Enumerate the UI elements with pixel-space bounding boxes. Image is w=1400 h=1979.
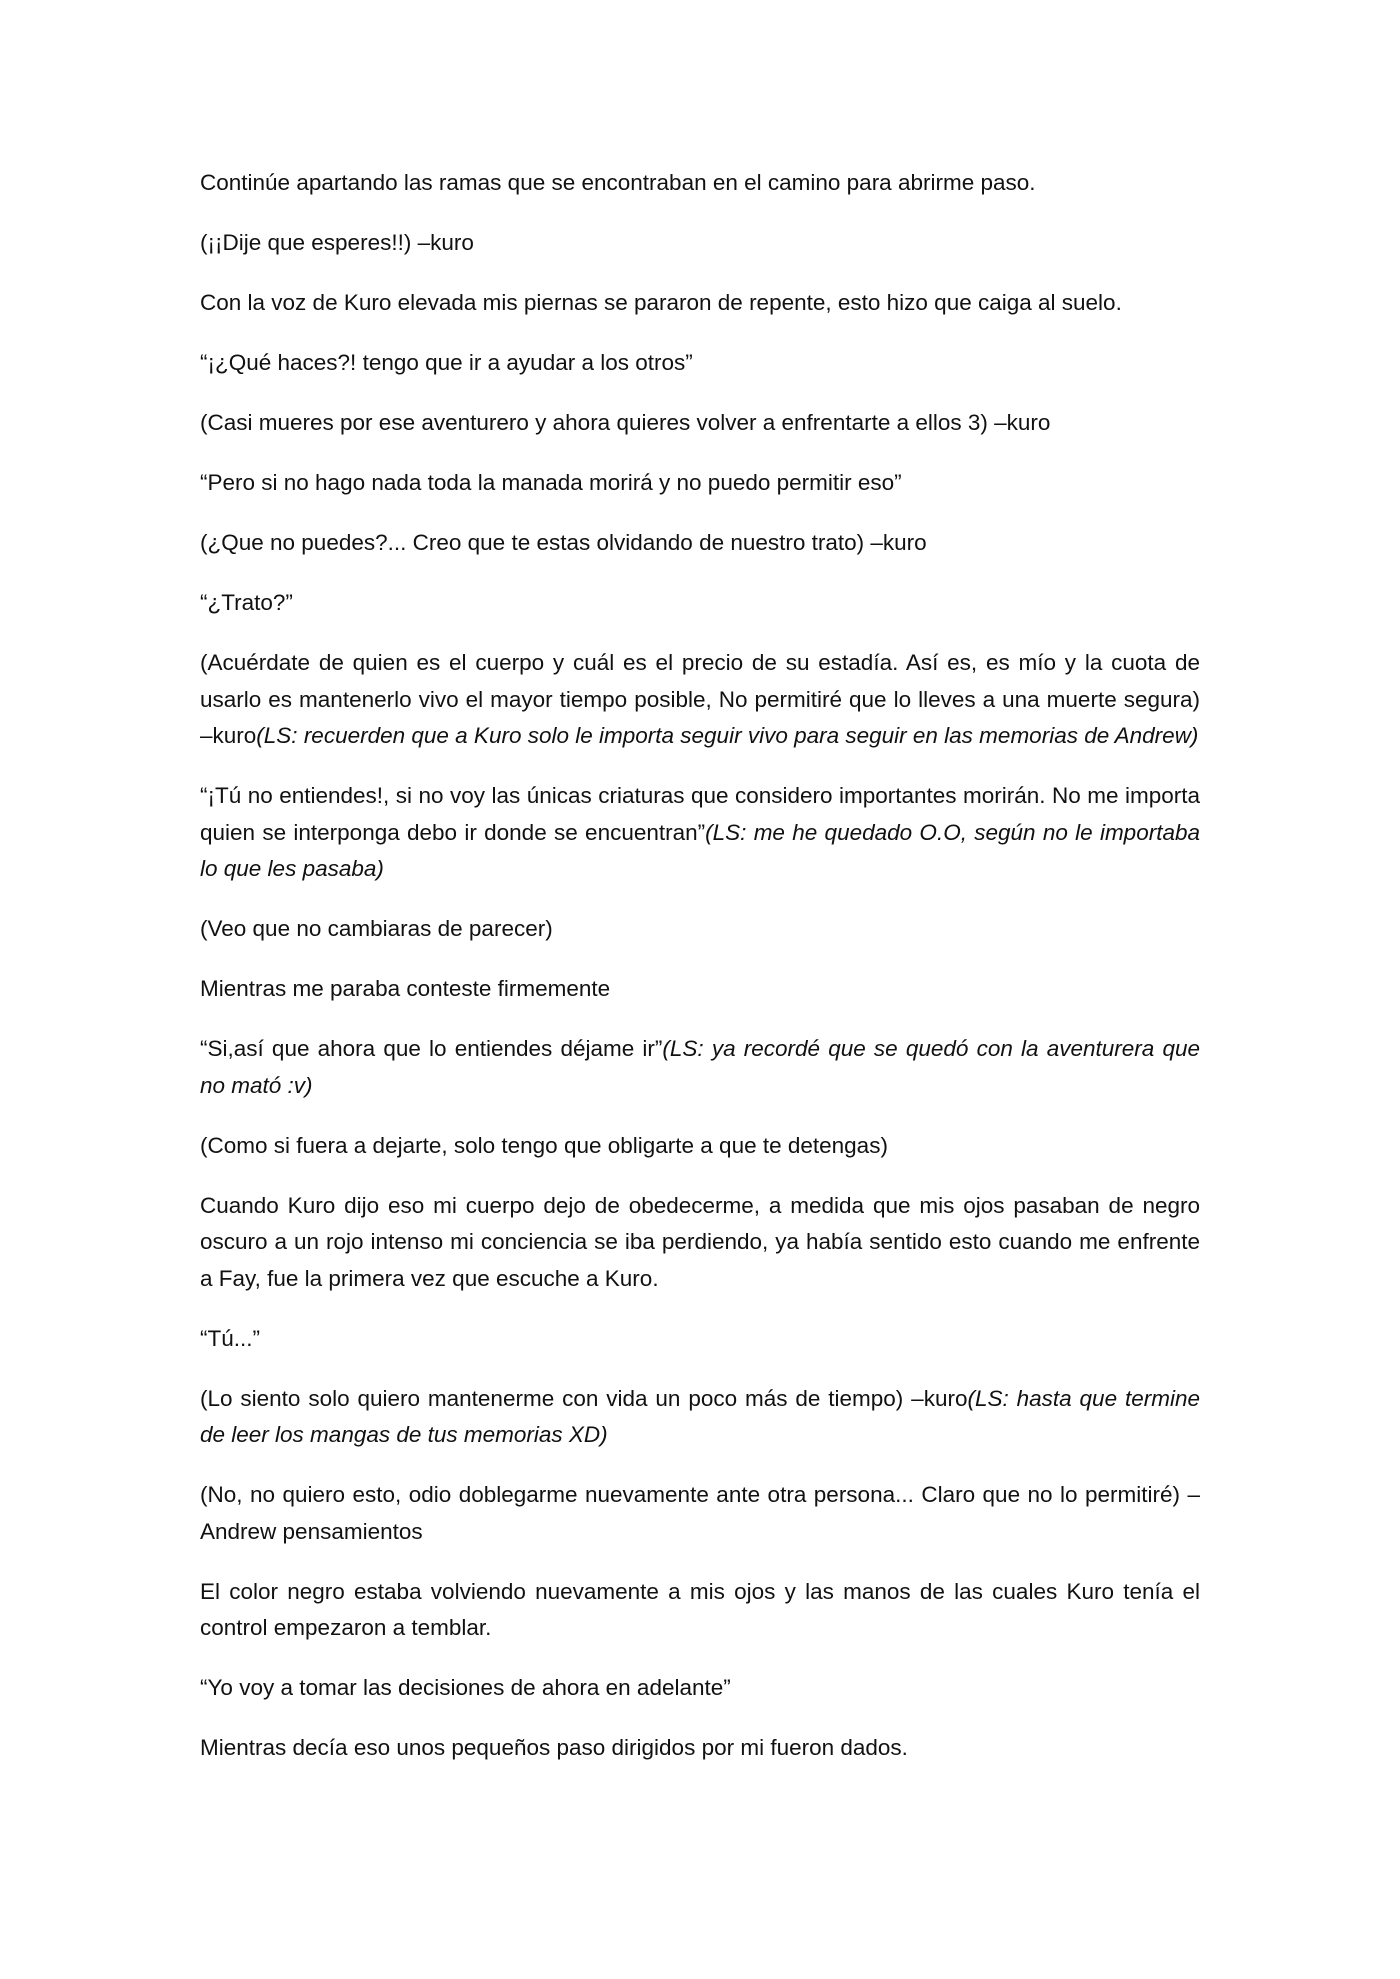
paragraph (200, 1321, 1200, 1358)
author-note: (LS: recuerden que a Kuro solo le importa seguir vivo para seguir en las memorias de Andrew) (256, 723, 1199, 748)
paragraph-text: “¡¿Qué haces?! tengo que ir a ayudar a los otros” (200, 350, 693, 375)
paragraph (200, 1477, 1200, 1550)
paragraph-text: El color negro estaba volviendo nuevamente a mis ojos y las manos de las cuales Kuro tenía el control empezaron a temblar. (200, 1578, 1200, 1640)
paragraph-text: Cuando Kuro dijo eso mi cuerpo dejo de obedecerme, a medida que mis ojos pasaban de negro oscuro a un rojo intenso mi conciencia se iba perdiendo, ya había sentido esto cuando me enfrente a Fay, fue la primera vez que escuche a Kuro. (200, 1192, 1200, 1291)
paragraph-text: “Yo voy a tomar las decisiones de ahora en adelante” (200, 1675, 731, 1700)
paragraph (200, 165, 1200, 202)
paragraph (200, 1031, 1200, 1104)
paragraph (200, 345, 1200, 382)
paragraph (200, 911, 1200, 948)
paragraph (200, 1381, 1200, 1454)
paragraph (200, 1128, 1200, 1165)
paragraph (200, 225, 1200, 262)
paragraph (200, 1730, 1200, 1767)
author-note: (LS: me he quedado O.O, según no le importaba lo que les pasaba) (200, 819, 1200, 881)
paragraph (200, 645, 1200, 755)
paragraph (200, 525, 1200, 562)
author-note: (LS: hasta que termine de leer los mangas de tus memorias XD) (200, 1385, 1200, 1447)
paragraph-text: (Veo que no cambiaras de parecer) (200, 916, 553, 941)
paragraph-text: (¡¡Dije que esperes!!) –kuro (200, 230, 474, 255)
paragraph-text: “¿Trato?” (200, 590, 293, 615)
paragraph-text: Mientras decía eso unos pequeños paso dirigidos por mi fueron dados. (200, 1735, 908, 1760)
paragraph-text: “Pero si no hago nada toda la manada morirá y no puedo permitir eso” (200, 470, 902, 495)
paragraph-text: “Si,así que ahora que lo entiendes déjame ir” (200, 1036, 663, 1061)
paragraph (200, 405, 1200, 442)
paragraph-text: “¡Tú no entiendes!, si no voy las únicas criaturas que considero importantes morirán. No me importa quien se interponga debo ir donde se encuentran” (200, 783, 1200, 845)
paragraph (200, 971, 1200, 1008)
paragraph-text: (No, no quiero esto, odio doblegarme nuevamente ante otra persona... Claro que no lo permitiré) –Andrew pensamientos (200, 1482, 1200, 1544)
paragraph-text: (Acuérdate de quien es el cuerpo y cuál es el precio de su estadía. Así es, es mío y la cuota de usarlo es mantenerlo vivo el mayor tiempo posible, No permitiré que lo lleves a una muerte segura) –kuro (200, 650, 1200, 748)
paragraph (200, 465, 1200, 502)
paragraph (200, 285, 1200, 322)
paragraph-text: “Tú...” (200, 1325, 260, 1351)
paragraph-text: (Casi mueres por ese aventurero y ahora quieres volver a enfrentarte a ellos 3) –kuro (200, 410, 1051, 435)
paragraph-text: Con la voz de Kuro elevada mis piernas se pararon de repente, esto hizo que caiga al suelo. (200, 290, 1122, 315)
author-note: (LS: ya recordé que se quedó con la aventurera que no mató :v) (200, 1036, 1200, 1098)
paragraph (200, 1188, 1200, 1298)
paragraph-text: (¿Que no puedes?... Creo que te estas olvidando de nuestro trato) –kuro (200, 530, 927, 555)
paragraph (200, 778, 1200, 888)
paragraph (200, 1574, 1200, 1647)
paragraph-text: (Como si fuera a dejarte, solo tengo que obligarte a que te detengas) (200, 1132, 888, 1158)
document-page (200, 165, 1200, 1790)
paragraph (200, 585, 1200, 622)
paragraph-text: Continúe apartando las ramas que se encontraban en el camino para abrirme paso. (200, 170, 1036, 195)
paragraph-text: (Lo siento solo quiero mantenerme con vida un poco más de tiempo) –kuro (200, 1385, 968, 1411)
paragraph (200, 1670, 1200, 1707)
paragraph-text: Mientras me paraba conteste firmemente (200, 976, 611, 1001)
